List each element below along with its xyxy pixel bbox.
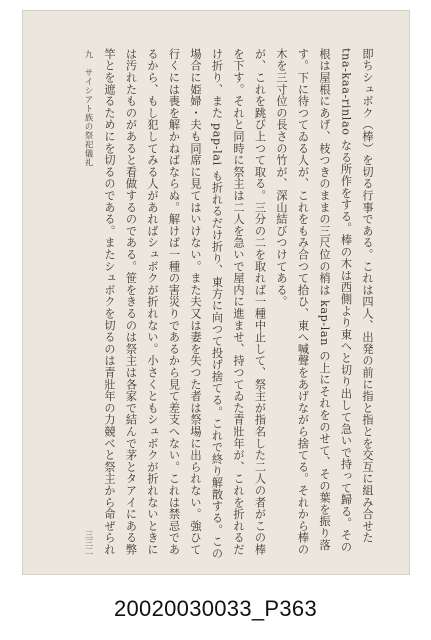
body-text bbox=[98, 48, 378, 563]
page-number: 三三二 bbox=[83, 530, 93, 556]
image-caption: 20020030033_P363 bbox=[113, 596, 317, 621]
paragraph: 即ちシュボク（棒）を切る行事である。これは四人、出発の前に指と指とを交互に組み合せた tna-kaa-rinlao なる所作をする。棒の木は西側より東へと切り出して急いで持って歸る。その根は屋根にあげ、枝つきのままの三尺位の梢は kap-lan の上にそれをのせて、その葉を振り落す。下に待つてゐる人が、これをもみ合つて拾ひ、東へ喊聲をあげながら捨てる。それから棒の木を三寸位の長さの竹が、深山結びつけてある。 bbox=[275, 48, 374, 556]
running-head: 九 サイシアト族の祭祀儀礼 bbox=[83, 50, 93, 167]
book-page bbox=[22, 10, 410, 575]
paragraph: が、これを跳び上つて取る。三分の二を取れば一種中止して、祭主が指名した二人の者がこの棒を下す。それと同時に祭主は二人を急いで屋内に進ませ、持つてゐた青壯年が、これを折れるだけ折り、また pap-lai も折れるだけ折り、東方に向つて投げ捨てる。これで終り解散する。この場合に姫婦・夫も同席に見てはいけない。また夫又は妻を失つた者は祭場に出られない。強ひて行くには喪を解かねばならぬ。解けば一種の害災りであるから見て差支へない。これは禁忌であるから、もし犯してみる人があればシュボクが折れない。小さくともシュボクが折れないときには汚れたものがあると看做するのである。笹をきるのは祭主は各家で結んで茅とタアイにある弊竿とを遮るためにを切るのである。またシュボクを切るのは青壯年の力競べと祭主から命ぜられ bbox=[103, 48, 267, 560]
